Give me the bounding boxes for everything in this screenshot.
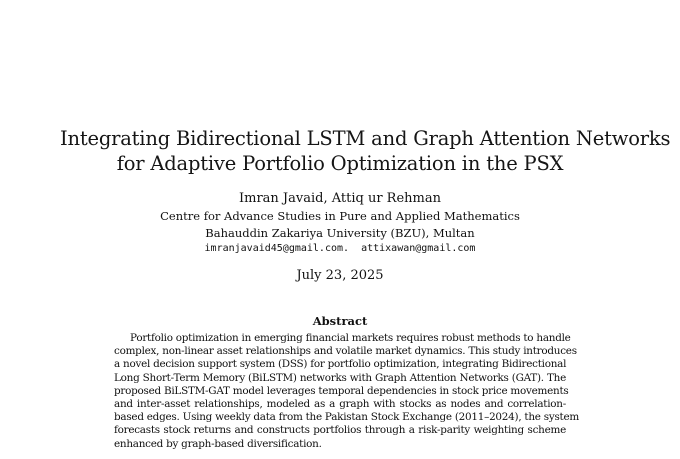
abstract-line: Long Short-Term Memory (BiLSTM) networks with Graph Attention Networks (GAT). The xyxy=(114,371,566,384)
title-line-1: Integrating Bidirectional LSTM and Graph Attention Networks xyxy=(60,127,671,150)
abstract-line: and inter-asset relationships, modeled as a graph with stocks as nodes and correlation- xyxy=(114,398,566,411)
abstract-body xyxy=(114,332,579,451)
paper-title xyxy=(60,126,671,176)
abstract-line: a novel decision support system (DSS) for portfolio optimization, integrating Bidirectional xyxy=(114,358,567,371)
abstract-line: enhanced by graph-based diversification. xyxy=(114,437,322,450)
paper-date: July 23, 2025 xyxy=(296,268,384,283)
author-emails: imranjavaid45@gmail.com. attixawan@gmail.com xyxy=(204,243,476,254)
abstract-line: Portfolio optimization in emerging financial markets requires robust methods to handle xyxy=(130,332,571,344)
abstract-line: forecasts stock returns and constructs portfolios through a risk-parity weighting scheme xyxy=(114,424,566,437)
abstract-heading: Abstract xyxy=(312,314,368,328)
title-line-2: for Adaptive Portfolio Optimization in the PSX xyxy=(116,152,564,175)
abstract-line: based edges. Using weekly data from the Pakistan Stock Exchange (2011–2024), the system xyxy=(114,411,579,424)
affiliation-line-1: Centre for Advance Studies in Pure and Applied Mathematics xyxy=(160,209,520,223)
abstract-line: complex, non-linear asset relationships and volatile market dynamics. This study introduces xyxy=(114,345,577,358)
abstract-line: proposed BiLSTM-GAT model leverages temporal dependencies in stock price movements xyxy=(114,384,569,397)
author-names: Imran Javaid, Attiq ur Rehman xyxy=(239,191,441,206)
affiliation-line-2: Bahauddin Zakariya University (BZU), Multan xyxy=(205,226,475,240)
